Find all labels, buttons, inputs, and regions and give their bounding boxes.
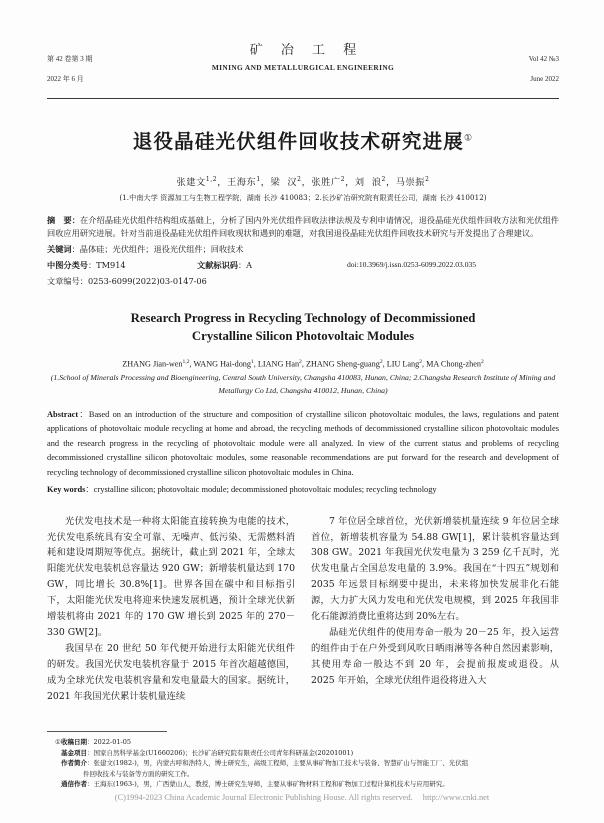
affiliation-en: (1.School of Minerals Processing and Bioengineering, Central South University, Changsha 410083, Hunan, China; 2.Changsha Research Institute of Mining and Metallurgy Co Ltd, Changsha 410012, Hunan, China) <box>50 373 556 395</box>
article-number-label: 文章编号 <box>47 275 80 286</box>
body-paragraph: 光伏发电技术是一种将太阳能直接转换为电能的技术，光伏发电系统具有安全可靠、无噪声、低污染、无需燃料消耗和建设周期短等优点。据统计，截止到 2021 年，全球太阳能光伏发电装机总容量达 920 GW；新增装机量达到 170 GW，同比增长 30.8%[1]。世界各国在碳中和目标指引下，太阳能光伏发电将迎来快速发展机遇，预计全球光伏新增装机将由 2021 年的 170 GW 增长到 2025 年的 270－330 GW[2]。 <box>47 515 295 639</box>
body-paragraph: 我国早在 20 世纪 50 年代便开始进行太阳能光伏组件的研发。我国光伏发电装机容量于 2015 年首次超越德国，成为全球光伏发电装机容量和发电量最大的国家。据统计，2021 年我国光伏累计装机量连续 <box>47 643 295 703</box>
classification-row <box>47 259 559 272</box>
header-rule <box>47 98 559 99</box>
journal-name-cn: 矿 冶 工 程 <box>249 43 364 58</box>
keywords-en-label: Key words <box>47 485 86 495</box>
footnote-spacer <box>47 779 61 790</box>
footnote-spacer <box>47 758 61 769</box>
abstract-cn-text: 在介绍晶硅光伏组件结构组成基础上，分析了国内外光伏组件回收法律法规及专利申请情况，退役晶硅光伏组件回收方法和光伏组件回收应用研究进展。针对当前退役晶硅光伏组件回收现状和遇到的难题，对我国退役晶硅光伏组件回收技术研究与开发提出了合理建议。 <box>47 214 559 238</box>
footnote-received-body: 收稿日期：2022-01-05 <box>61 738 131 746</box>
abstract-en-label: Abstract <box>47 409 79 419</box>
keywords-en: Key words：crystalline silicon; photovoltaic module; decommissioned photovoltaic modules; recycling technology <box>47 485 437 495</box>
volume-issue-block <box>47 44 139 95</box>
article-title-cn <box>47 126 559 154</box>
fund-label: 基金项目 <box>61 748 87 757</box>
article-title-en-line1: Research Progress in Recycling Technology of Decommissioned <box>130 310 476 325</box>
footnote-author-bio <box>47 758 559 769</box>
author-bio-value: 张建文(1982-)，男，内蒙古呼和浩特人，博士研究生，高级工程师，主要从事矿物加工技术与装备、智慧矿山与智能工厂、光伏组 <box>93 759 469 768</box>
abstract-cn-label: 摘 要 <box>47 214 72 225</box>
article-title-cn-text: 退役晶硅光伏组件回收技术研究进展 <box>132 129 464 153</box>
corresponding-label: 通信作者 <box>61 780 87 789</box>
footnote-marker: ① <box>55 738 61 746</box>
footnotes-block <box>47 737 559 790</box>
volume-issue: 第 42 卷第 3 期 <box>47 55 93 64</box>
abstract-en: Abstract：Based on an introduction of the structure and composition of crystalline silicon photovoltaic modules, the laws, regulations and patent applications of photovoltaic module recycling at home and abroad, the recycling methods of decommissioned crystalline silicon photovoltaic modules and the research progress in the recycling of photovoltaic module were all analyzed. In view of the current status and problems of recycling decommissioned crystalline silicon photovoltaic modules, some reasonable recommendations are put forward for the research and development of recycling technology of decommissioned crystalline silicon photovoltaic modules in China. <box>47 409 560 477</box>
article-number-row: 文章编号：0253-6099(2022)03-0147-06 <box>47 275 207 286</box>
doi-value[interactable]: doi:10.3969/j.issn.0253-6099.2022.03.035 <box>347 260 477 270</box>
clc-label: 中图分类号 <box>47 260 88 271</box>
abstract-en-text: Based on an introduction of the structure and composition of crystalline silicon photovoltaic modules, the laws, regulations and patent applications of photovoltaic module recycling at home and abroad, the recycling methods of decommissioned crystalline silicon photovoltaic modules and the research progress in the recycling of photovoltaic module were all analyzed. In view of the current status and problems of recycling decommissioned crystalline silicon photovoltaic modules, some reasonable recommendations are put forward for the research and development of recycling technology of decommissioned crystalline silicon photovoltaic modules in China. <box>47 409 560 477</box>
body-paragraph: 晶硅光伏组件的使用寿命一般为 20－25 年，投入运营的组件由于在户外受到风吹日晒雨淋等各种自然因素影响，其使用寿命一般达不到 20 年，会提前报废或退役。从 2025 年开始，全球光伏组件退役将进入大 <box>311 627 559 687</box>
footnote-author-bio-body: 作者简介：张建文(1982-)，男，内蒙古呼和浩特人，博士研究生，高级工程师，主要从事矿物加工技术与装备、智慧矿山与智能工厂、光伏组 <box>61 759 469 768</box>
cnki-url[interactable]: http://www.cnki.net <box>422 793 490 802</box>
journal-name-block <box>139 42 467 74</box>
title-footnote-marker: ① <box>463 133 474 144</box>
footnote-corresponding <box>47 779 559 790</box>
article-title-en <box>47 309 559 346</box>
body-column-right <box>311 514 559 706</box>
volume-issue-en-block <box>467 44 559 95</box>
keywords-cn: 关键词：晶体硅；光伏组件；退役光伏组件；回收技术 <box>47 244 244 255</box>
keywords-cn-label: 关键词 <box>47 244 72 255</box>
footnote-fund-body: 基金项目：国家自然科学基金(U1660206)；长沙矿冶研究院有限责任公司青年科研基金(20201001) <box>61 748 354 757</box>
authors-en: ZHANG Jian-wen$^{1,2}$, WANG Hai-dong$^1$, LIANG Han$^2$, ZHANG Sheng-guang$^2$, LIU Lang$^2$, MA Chong-zhen$^2$ <box>122 358 484 369</box>
footnote-fund <box>47 748 559 759</box>
body-columns <box>47 514 559 706</box>
affiliation-cn: (1.中南大学 资源加工与生物工程学院，湖南 长沙 410083；2.长沙矿冶研究院有限责任公司，湖南 长沙 410012) <box>119 192 487 202</box>
clc-field: 中图分类号：TM914 <box>47 260 126 271</box>
journal-name-en: MINING AND METALLURGICAL ENGINEERING <box>211 62 395 72</box>
body-column-left <box>47 514 295 706</box>
received-value: 2022-01-05 <box>93 738 131 746</box>
footnote-rule <box>47 731 167 732</box>
page-content <box>47 44 559 705</box>
authors-cn: 张建文$^{1,2}$，王海东$^1$，梁 汉$^2$，张胜广$^2$，刘 浪$^2$，马崇振$^2$ <box>176 175 430 188</box>
footnote-received <box>47 737 559 748</box>
abstract-cn: 摘 要：在介绍晶硅光伏组件结构组成基础上，分析了国内外光伏组件回收法律法规及专利申请情况，退役晶硅光伏组件回收方法和光伏组件回收应用研究进展。针对当前退役晶硅光伏组件回收现状和遇到的难题，对我国退役晶硅光伏组件回收技术研究与开发提出了合理建议。 <box>47 214 559 238</box>
volume-issue-en: Vol 42 №3 <box>528 55 559 64</box>
article-number-value: 0253-6099(2022)03-0147-06 <box>87 275 207 286</box>
doccode-value: A <box>246 260 253 271</box>
body-paragraph: 7 年位居全球首位，光伏新增装机量连续 9 年位居全球首位，新增装机容量为 54.88 GW[1]，累计装机容量达到 308 GW。2021 年我国光伏发电量为 3 259 亿千瓦时，光伏发电量占全国总发电量的 3.9%。我国在“十四五”规划和 2035 年远景目标纲要中提出，未来将加快发展非化石能源，大力扩大风力发电和光伏发电规模，到 2025 年我国非化石能源消费比重将达到 20%左右。 <box>311 515 559 623</box>
received-label: 收稿日期 <box>61 738 87 746</box>
article-title-en-line2: Crystalline Silicon Photovoltaic Modules <box>191 329 415 344</box>
copyright-text: (C)1994-2023 China Academic Journal Electronic Publishing House. All rights reserved. <box>114 793 413 802</box>
clc-value: TM914 <box>96 260 126 271</box>
doccode-field: 文献标识码：A <box>197 260 253 271</box>
keywords-cn-text: 晶体硅；光伏组件；退役光伏组件；回收技术 <box>79 244 244 255</box>
keywords-en-text: crystalline silicon; photovoltaic module; decommissioned photovoltaic modules; recycling technology <box>93 485 437 495</box>
fund-value: 国家自然科学基金(U1660206)；长沙矿冶研究院有限责任公司青年科研基金(20201001) <box>93 748 354 757</box>
corresponding-value: 王海东(1963-)，男，广西蒙山人，教授，博士研究生导师，主要从事矿物材料工程和矿物加工过程计算机技术与应用研究。 <box>93 780 449 789</box>
author-bio-label: 作者简介 <box>61 759 87 768</box>
copyright-bar <box>0 793 604 802</box>
footnote-spacer <box>47 748 61 759</box>
running-head <box>47 44 559 95</box>
footnote-corresponding-body: 通信作者：王海东(1963-)，男，广西蒙山人，教授，博士研究生导师，主要从事矿物材料工程和矿物加工过程计算机技术与应用研究。 <box>61 780 449 789</box>
issue-date-en: June 2022 <box>530 75 559 84</box>
doccode-label: 文献标识码 <box>197 260 238 271</box>
footnote-author-bio-cont: 件回收技术与装备等方面的研究工作。 <box>83 769 194 778</box>
issue-date-cn: 2022 年 6 月 <box>47 75 84 84</box>
